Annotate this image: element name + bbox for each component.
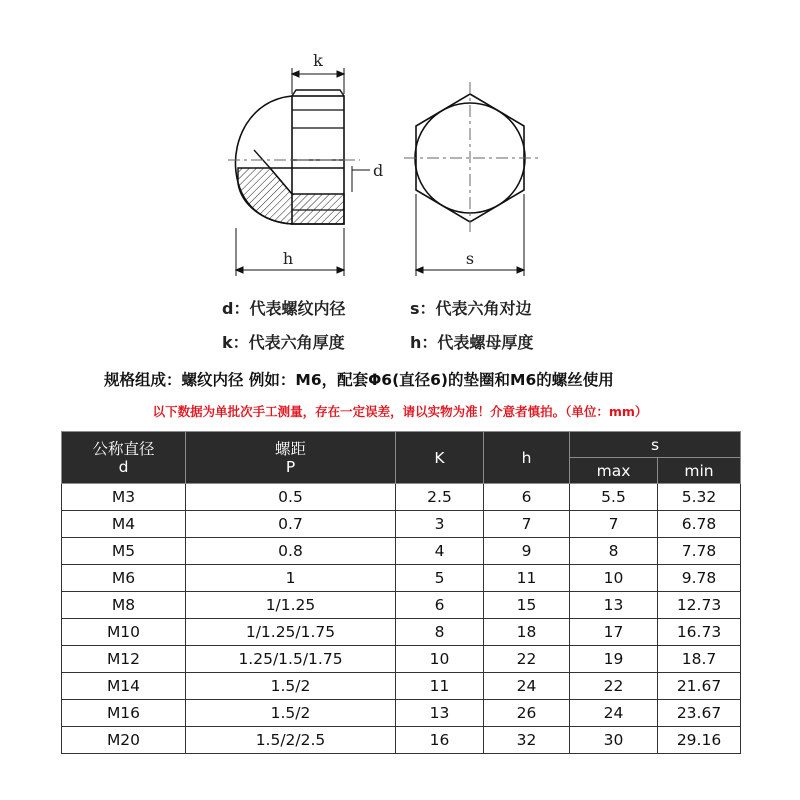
cell-s-max: 24 [570,700,658,727]
cell-s-max: 13 [570,592,658,619]
dim-s-label: s [465,249,475,268]
cell-s-min: 7.78 [658,538,741,565]
cell-s-max: 30 [570,727,658,754]
cell-d: M8 [62,592,186,619]
measurement-notice: 以下数据为单批次手工测量，存在一定误差，请以实物为准！介意者慎拍。（单位：mm） [152,404,648,419]
cell-h: 15 [484,592,570,619]
table-row [62,538,741,565]
cell-d: M5 [62,538,186,565]
cell-k: 5 [396,565,484,592]
table-body [62,484,741,754]
cell-p: 1.5/2 [186,700,396,727]
cell-p: 1.5/2/2.5 [186,727,396,754]
cell-d: M6 [62,565,186,592]
cell-k: 6 [396,592,484,619]
legend-k: k：代表六角厚度 [222,333,345,352]
cell-h: 6 [484,484,570,511]
cell-p: 1/1.25/1.75 [186,619,396,646]
cell-h: 22 [484,646,570,673]
cell-p: 1.25/1.5/1.75 [186,646,396,673]
table-row [62,646,741,673]
cell-d: M20 [62,727,186,754]
header-s-max: max [570,458,658,484]
cell-s-max: 10 [570,565,658,592]
spec-table [61,431,741,754]
cell-d: M3 [62,484,186,511]
cell-p: 1.5/2 [186,673,396,700]
cell-s-min: 21.67 [658,673,741,700]
table-row [62,673,741,700]
dim-h-label: h [282,249,294,268]
cell-p: 0.7 [186,511,396,538]
table-row [62,565,741,592]
header-s-min: min [658,458,741,484]
legend-d: d：代表螺纹内径 [222,299,346,318]
cell-h: 32 [484,727,570,754]
cell-s-min: 6.78 [658,511,741,538]
legend-s: s：代表六角对边 [410,299,532,318]
cell-h: 24 [484,673,570,700]
cell-s-min: 9.78 [658,565,741,592]
cap-nut-drawing [0,0,800,290]
dim-k-label: k [313,51,323,70]
table-row [62,484,741,511]
cell-h: 18 [484,619,570,646]
cell-h: 7 [484,511,570,538]
cell-s-max: 17 [570,619,658,646]
header-k: K [396,432,484,484]
header-s: s [570,432,741,458]
cell-k: 13 [396,700,484,727]
cell-k: 11 [396,673,484,700]
cell-s-min: 29.16 [658,727,741,754]
cell-s-min: 16.73 [658,619,741,646]
cell-d: M10 [62,619,186,646]
cell-k: 10 [396,646,484,673]
cell-h: 11 [484,565,570,592]
table-row [62,592,741,619]
cell-s-max: 19 [570,646,658,673]
section-hatch [238,168,344,224]
table-header-row [62,432,741,458]
cell-s-max: 22 [570,673,658,700]
cell-d: M4 [62,511,186,538]
spec-composition-note: 规格组成：螺纹内径 例如：M6，配套Φ6(直径6)的垫圈和M6的螺丝使用 [104,371,614,389]
cell-s-min: 5.32 [658,484,741,511]
cell-s-min: 12.73 [658,592,741,619]
cell-h: 26 [484,700,570,727]
legend-h: h：代表螺母厚度 [410,333,534,352]
cell-k: 16 [396,727,484,754]
cell-p: 1 [186,565,396,592]
table-row [62,511,741,538]
cell-p: 0.8 [186,538,396,565]
header-p: 螺距 P [186,432,396,484]
cell-s-min: 18.7 [658,646,741,673]
cell-k: 3 [396,511,484,538]
cell-d: M14 [62,673,186,700]
table-row [62,727,741,754]
cell-k: 2.5 [396,484,484,511]
cell-p: 1/1.25 [186,592,396,619]
cell-s-min: 23.67 [658,700,741,727]
cell-h: 9 [484,538,570,565]
dim-d-label: d [373,161,384,180]
cell-d: M16 [62,700,186,727]
cell-k: 4 [396,538,484,565]
cell-p: 0.5 [186,484,396,511]
cell-s-max: 5.5 [570,484,658,511]
cell-k: 8 [396,619,484,646]
header-d: 公称直径 d [62,432,186,484]
cell-d: M12 [62,646,186,673]
cell-s-max: 8 [570,538,658,565]
cell-s-max: 7 [570,511,658,538]
table-row [62,619,741,646]
header-h: h [484,432,570,484]
table-row [62,700,741,727]
